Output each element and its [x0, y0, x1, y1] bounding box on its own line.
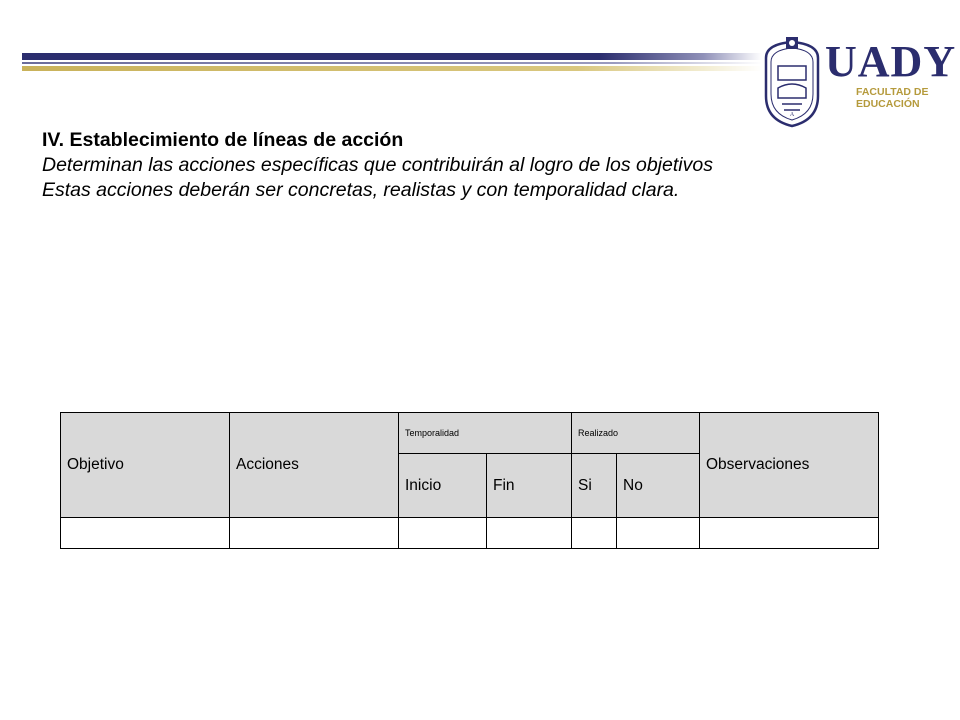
section-heading: IV. Establecimiento de líneas de acción: [42, 129, 404, 151]
logo-subtitle: [856, 86, 956, 110]
header-observaciones: Observaciones: [700, 413, 879, 518]
header-no: No: [617, 454, 700, 518]
logo-subtitle-line2: EDUCACIÓN: [856, 98, 920, 110]
cell-no: [617, 518, 700, 549]
header-navy-bar: [22, 53, 762, 60]
cell-si: [572, 518, 617, 549]
paragraph-2: Estas acciones deberán ser concretas, realistas y con temporalidad clara.: [42, 179, 680, 201]
header-si: Si: [572, 454, 617, 518]
table-row: [61, 518, 879, 549]
uady-seal-logo: [760, 36, 824, 130]
action-lines-table: [60, 412, 879, 549]
logo-subtitle-line1: FACULTAD DE: [856, 86, 929, 98]
header-fin: Fin: [487, 454, 572, 518]
paragraph-1: Determinan las acciones específicas que contribuirán al logro de los objetivos: [42, 154, 713, 176]
header-thin-bar: [22, 62, 762, 64]
logo-wordmark: UADY: [825, 37, 957, 86]
header-objetivo: Objetivo: [61, 413, 230, 518]
svg-text:A: A: [789, 112, 795, 118]
header-gold-bar: [22, 66, 762, 71]
cell-fin: [487, 518, 572, 549]
cell-acciones: [230, 518, 399, 549]
header-realizado: Realizado: [572, 413, 700, 454]
header-acciones: Acciones: [230, 413, 399, 518]
header-temporalidad: Temporalidad: [399, 413, 572, 454]
cell-objetivo: [61, 518, 230, 549]
section-text: [42, 128, 824, 203]
cell-inicio: [399, 518, 487, 549]
header-inicio: Inicio: [399, 454, 487, 518]
cell-observaciones: [700, 518, 879, 549]
